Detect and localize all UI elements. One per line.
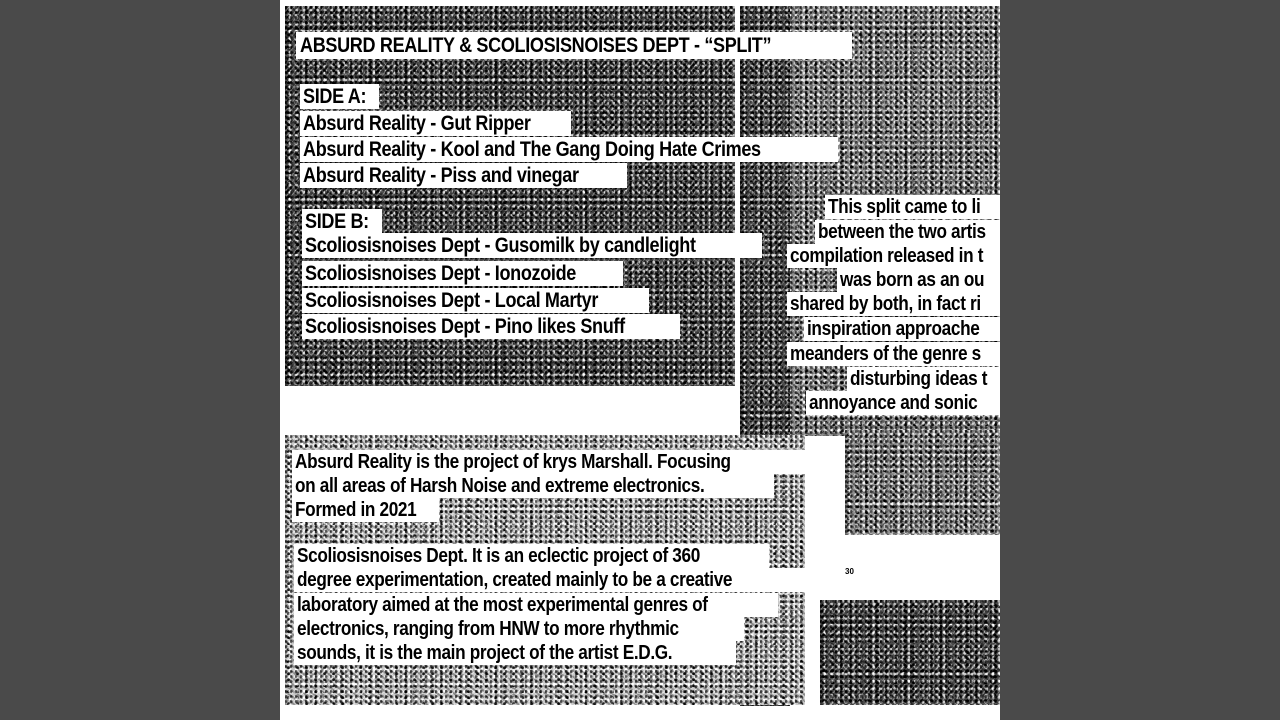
scoliosisnoises-bio-line: sounds, it is the main project of the artist E.D.G. [294,641,736,665]
split-note-line: compilation released in t [787,244,1000,268]
split-note-line: inspiration approache [804,317,1000,341]
side-b-track: Scoliosisnoises Dept - Local Martyr [302,288,649,313]
scoliosisnoises-bio-line: Scoliosisnoises Dept. It is an eclectic project of 360 [294,544,769,568]
absurd-reality-bio-line: on all areas of Harsh Noise and extreme electronics. [292,474,774,498]
page-number: 30 [845,567,854,576]
scoliosisnoises-bio-line: laboratory aimed at the most experimental genres of [294,593,778,617]
absurd-reality-bio-line: Absurd Reality is the project of krys Marshall. Focusing [292,450,805,474]
absurd-reality-bio-line: Formed in 2021 [292,498,439,522]
side-b-heading: SIDE B: [302,209,382,234]
album-title-text: ABSURD REALITY & SCOLIOSISNOISES DEPT - “SPLIT” [300,34,772,57]
side-a-track: Absurd Reality - Piss and vinegar [300,163,627,188]
split-note-line: disturbing ideas t [847,367,1000,391]
side-a-track: Absurd Reality - Gut Ripper [300,111,571,136]
album-cover [280,0,1000,720]
scoliosisnoises-bio-line: degree experimentation, created mainly to be a creative [294,568,806,592]
split-note-line: was born as an ou [837,268,1000,292]
collage-photo-right-middle [845,430,1000,535]
scoliosisnoises-bio-line: electronics, ranging from HNW to more rhythmic [294,617,744,641]
collage-photo-bottom-right [820,600,1000,705]
photo-caption-left [334,392,464,398]
split-note-line: meanders of the genre s [787,342,1000,366]
side-a-heading: SIDE A: [300,84,379,109]
split-note-line: shared by both, in fact ri [787,292,1000,316]
side-b-track: Scoliosisnoises Dept - Gusomilk by candlelight [302,233,762,258]
album-title [296,32,852,59]
side-b-track: Scoliosisnoises Dept - Pino likes Snuff [302,314,680,339]
side-a-track: Absurd Reality - Kool and The Gang Doing Hate Crimes [300,137,838,162]
split-note-line: between the two artis [815,220,1000,244]
side-b-track: Scoliosisnoises Dept - Ionozoide [302,261,623,286]
split-note-line: annoyance and sonic [806,391,1000,415]
split-note-line: This split came to li [825,195,1000,219]
